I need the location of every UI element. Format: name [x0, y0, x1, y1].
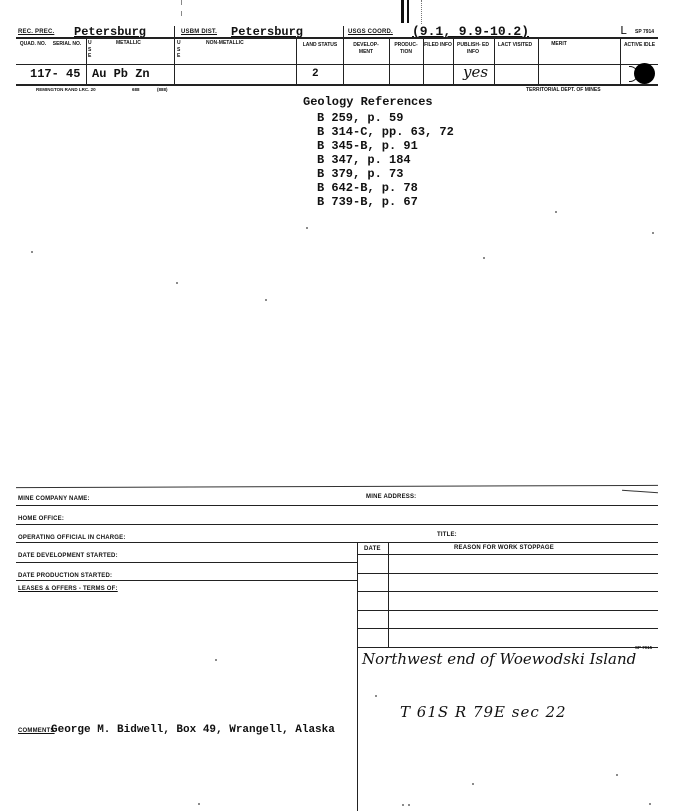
rec-prec-value: Petersburg	[74, 25, 147, 39]
speck	[616, 774, 618, 776]
land-status-value: 2	[312, 68, 319, 80]
printer-credit: REMINGTON RAND LRC. 20	[36, 87, 96, 92]
geology-ref-6: B 642-B, p. 78	[317, 181, 418, 195]
binder-mark	[401, 0, 404, 23]
col-filed-info: FILED INFO	[424, 42, 452, 48]
col-serial-no: SERIAL NO.	[52, 41, 82, 47]
col-use: U S E	[88, 40, 92, 59]
geology-ref-2: B 314-C, pp. 63, 72	[317, 125, 454, 139]
col-non-metallic: NON-METALLIC	[206, 40, 244, 46]
date-header: DATE	[364, 546, 381, 552]
reason-stoppage-header: REASON FOR WORK STOPPAGE	[454, 545, 554, 551]
corner-mark: L	[620, 24, 628, 38]
speck	[176, 282, 178, 284]
usgs-coord-label: USGS COORD.	[348, 29, 393, 35]
home-office-label: HOME OFFICE:	[18, 516, 65, 522]
speck	[483, 257, 485, 259]
quad-serial-value: 117- 45	[30, 67, 81, 81]
speck	[649, 803, 651, 805]
col-merit: MERIT	[551, 41, 567, 47]
speck	[198, 803, 200, 805]
geology-ref-1: B 259, p. 59	[317, 111, 404, 125]
col-last-visited: LACT VISITED	[497, 42, 533, 48]
rec-prec-label: REC. PREC.	[18, 29, 55, 35]
speck	[306, 227, 308, 229]
col-quad-no: QUAD. NO.	[19, 41, 47, 47]
speck	[555, 211, 557, 213]
title-label: TITLE:	[437, 532, 457, 538]
speck	[265, 299, 267, 301]
geology-title: Geology References	[303, 95, 433, 109]
active-dot-icon	[634, 63, 655, 84]
col-metallic: METALLIC	[116, 40, 141, 46]
printer-code-2: (888)	[157, 87, 168, 92]
col-active-idle: ACTIVE IDLE	[623, 42, 656, 48]
col-use-2: U S E	[177, 40, 181, 59]
location-note: Northwest end of Woewodski Island	[362, 650, 637, 668]
speck	[408, 804, 410, 806]
form-number: SP 7914	[635, 29, 655, 35]
scan-mark	[181, 0, 182, 5]
speck	[215, 659, 217, 661]
date-production-label: DATE PRODUCTION STARTED:	[18, 573, 113, 579]
operating-official-label: OPERATING OFFICIAL IN CHARGE:	[18, 535, 126, 541]
usbm-dist-value: Petersburg	[231, 25, 304, 39]
territorial-dept: TERRITORIAL DEPT. OF MINES	[526, 87, 601, 93]
leases-label: LEASES & OFFERS - TERMS OF:	[18, 586, 118, 592]
published-info-value: yes	[463, 63, 489, 81]
geology-ref-4: B 347, p. 184	[317, 153, 411, 167]
col-land-status: LAND STATUS	[302, 42, 338, 48]
speck	[31, 251, 33, 253]
comments-value: George M. Bidwell, Box 49, Wrangell, Alaska	[51, 724, 335, 736]
geology-ref-3: B 345-B, p. 91	[317, 139, 418, 153]
geology-ref-5: B 379, p. 73	[317, 167, 404, 181]
speck	[652, 232, 654, 234]
scan-mark	[421, 0, 422, 24]
mine-address-label: MINE ADDRESS:	[366, 494, 417, 500]
township-note: T 61S R 79E sec 22	[400, 703, 567, 721]
speck	[375, 695, 377, 697]
date-development-label: DATE DEVELOPMENT STARTED:	[18, 553, 118, 559]
speck	[402, 804, 404, 806]
col-published-info: PUBLISH- ED INFO	[457, 42, 489, 55]
header-block	[16, 24, 658, 93]
printer-code: 688	[132, 87, 140, 92]
col-production: PRODUC- TION	[394, 42, 418, 55]
scan-mark	[181, 11, 182, 16]
col-development: DEVELOP- MENT	[353, 42, 379, 55]
metallic-value: Au Pb Zn	[92, 67, 150, 81]
form-number-2: SP 7915	[635, 645, 653, 650]
geology-ref-7: B 739-B, p. 67	[317, 195, 418, 209]
speck	[472, 783, 474, 785]
usgs-coord-value: (9.1, 9.9-10.2)	[412, 24, 530, 39]
binder-mark	[407, 0, 409, 23]
usbm-dist-label: USBM DIST.	[181, 29, 218, 35]
lower-form	[16, 478, 658, 811]
mine-company-name-label: MINE COMPANY NAME:	[18, 496, 90, 502]
comments-label: COMMENTS	[18, 728, 55, 734]
